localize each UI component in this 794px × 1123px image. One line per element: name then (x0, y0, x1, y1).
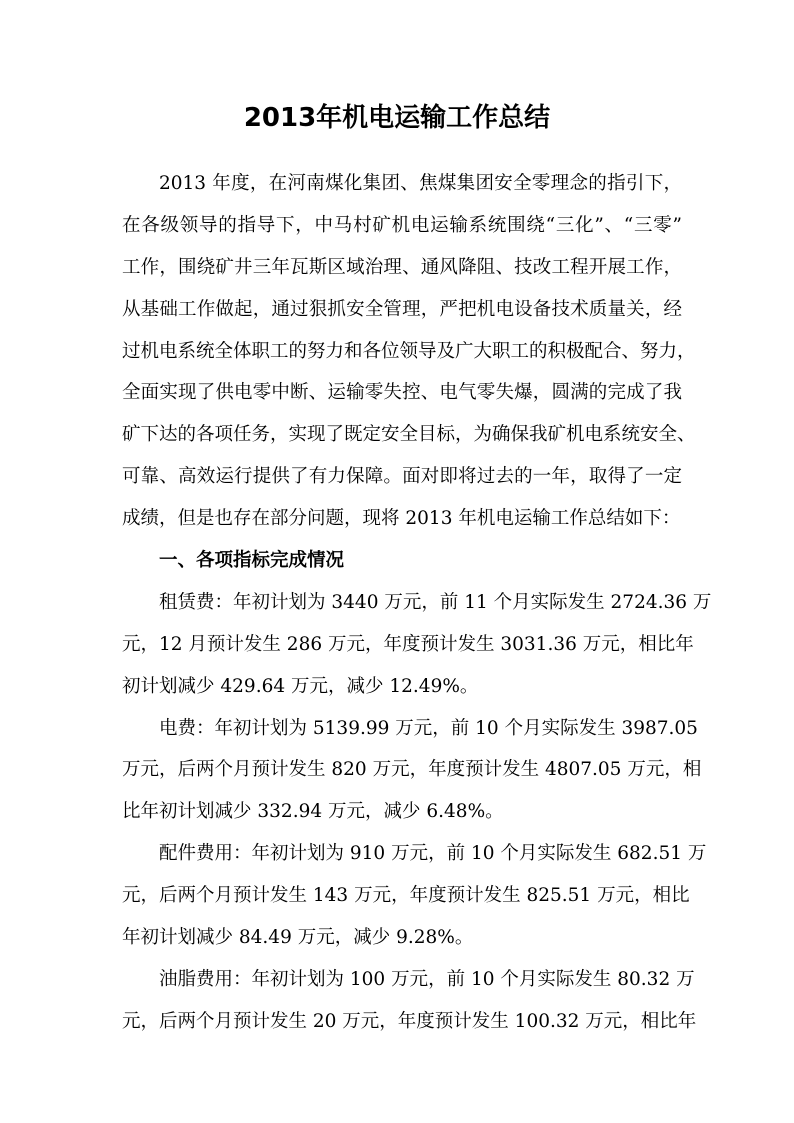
body-line: 过机电系统全体职工的努力和各位领导及广大职工的积极配合、努力， (122, 340, 696, 362)
body-line: 工作，围绕矿井三年瓦斯区域治理、通风降阻、技改工程开展工作， (122, 256, 682, 278)
document-title: 2013年机电运输工作总结 (243, 103, 551, 133)
body-line: 油脂费用：年初计划为 100 万元，前 10 个月实际发生 80.32 万 (159, 968, 695, 990)
body-line: 2013 年度，在河南煤化集团、焦煤集团安全零理念的指引下， (159, 173, 682, 194)
body-line: 元，后两个月预计发生 143 万元，年度预计发生 825.51 万元，相比 (122, 885, 690, 907)
document-body (122, 163, 712, 1043)
body-line: 租赁费：年初计划为 3440 万元，前 11 个月实际发生 2724.36 万 (159, 591, 712, 613)
body-line: 从基础工作做起，通过狠抓安全管理，严把机电设备技术质量关，经 (122, 298, 682, 320)
body-line: 初计划减少 429.64 万元，减少 12.49%。 (122, 675, 479, 697)
body-line: 元，12 月预计发生 286 万元，年度预计发生 3031.36 万元，相比年 (122, 633, 694, 655)
body-line: 比年初计划减少 332.94 万元，减少 6.48%。 (122, 801, 504, 823)
body-line: 年初计划减少 84.49 万元，减少 9.28%。 (122, 927, 474, 949)
section-heading: 一、各项指标完成情况 (159, 550, 345, 572)
body-line: 可靠、高效运行提供了有力保障。面对即将过去的一年，取得了一定 (122, 466, 682, 488)
body-line: 全面实现了供电零中断、运输零失控、电气零失爆，圆满的完成了我 (122, 382, 682, 404)
body-line: 在各级领导的指导下，中马村矿机电运输系统围绕“三化”、“三零” (122, 214, 682, 236)
body-line: 矿下达的各项任务，实现了既定安全目标，为确保我矿机电系统安全、 (122, 424, 696, 446)
body-line: 电费：年初计划为 5139.99 万元，前 10 个月实际发生 3987.05 (159, 717, 698, 739)
body-line: 万元，后两个月预计发生 820 万元，年度预计发生 4807.05 万元，相 (122, 759, 702, 781)
body-line: 元，后两个月预计发生 20 万元，年度预计发生 100.32 万元，相比年 (122, 1010, 697, 1032)
body-line: 成绩，但是也存在部分问题，现将 2013 年机电运输工作总结如下： (122, 508, 681, 530)
body-line: 配件费用：年初计划为 910 万元，前 10 个月实际发生 682.51 万 (159, 843, 707, 865)
